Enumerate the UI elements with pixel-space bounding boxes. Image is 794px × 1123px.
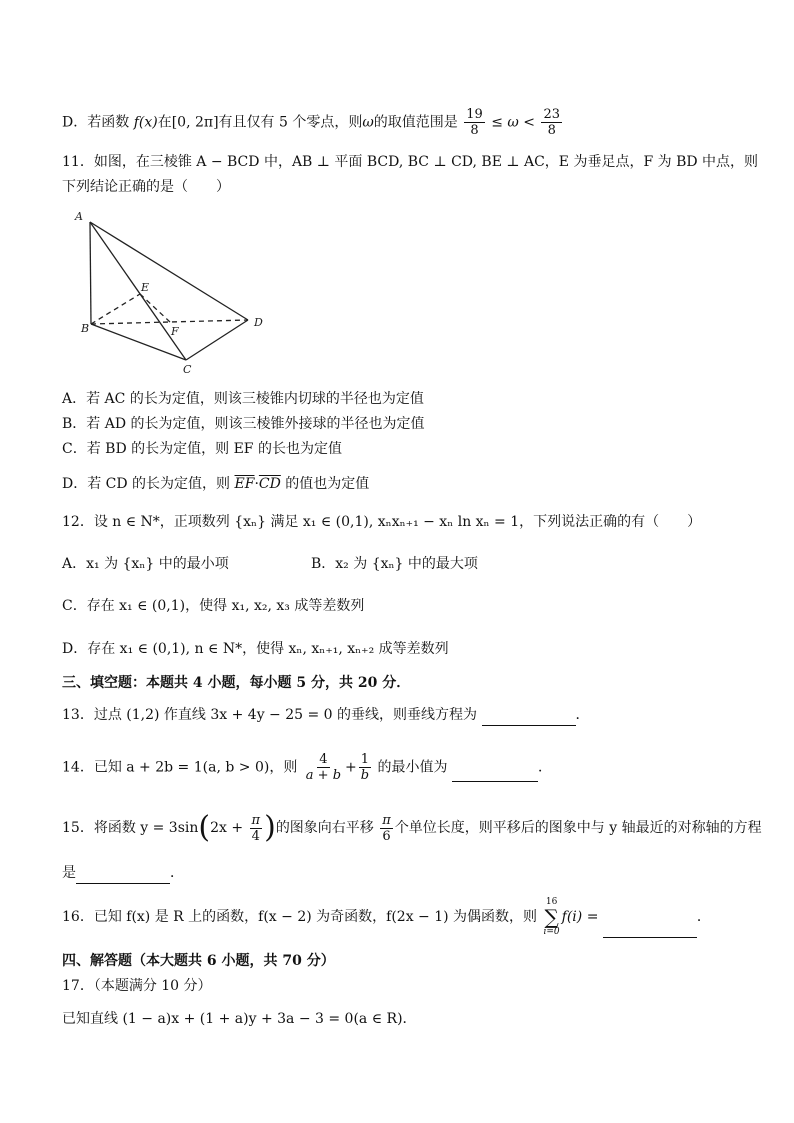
q14-answer-blank[interactable] — [452, 755, 538, 782]
label-d: D — [254, 316, 263, 329]
q14-fraction-1 — [304, 752, 343, 783]
q11-stem: 11．如图，在三棱锥 A − BCD 中，AB ⊥ 平面 BCD, BC ⊥ CD, BE ⊥ AC，E 为垂足点，F 为 BD 中点，则 — [62, 154, 759, 170]
q15-paren-right: ) — [264, 810, 276, 845]
q11-stem-2: 下列结论正确的是（ ） — [62, 179, 230, 195]
q11d-text-1: D．若 CD 的长为定值，则 — [62, 476, 231, 492]
q13-text: 13．过点 (1,2) 作直线 3x + 4y − 25 = 0 的垂线，则垂线方程为 — [62, 707, 478, 723]
q14-f1-den: a + b — [305, 768, 342, 783]
q15-pi-num: π — [251, 812, 261, 828]
q16-text-1: 16．已知 f(x) 是 R 上的函数，f(x − 2) 为奇函数，f(2x − 1) 为偶函数，则 — [62, 909, 538, 925]
q10d-interval: [0, 2π] — [171, 114, 219, 131]
q14-f2-num: 1 — [360, 752, 370, 767]
segment-ef-hidden — [140, 294, 170, 322]
q16-end: ． — [696, 909, 711, 925]
q17-text: 已知直线 (1 − a)x + (1 + a)y + 3a − 3 = 0(a ∈ R)． — [62, 1011, 417, 1027]
q15-text-3: 个单位长度，则平移后的图象中与 y 轴最近的对称轴的方程 — [394, 820, 762, 836]
q15-fraction-pi-4 — [250, 813, 263, 844]
q10d-frac2-den: 8 — [547, 123, 556, 138]
q15-text-2: 的图象向右平移 — [275, 820, 374, 836]
q15-end: ． — [170, 865, 184, 881]
q10d-relation: ≤ ω < — [491, 114, 536, 131]
q10d-text-3: 有且仅有 5 个零点，则 — [218, 114, 363, 131]
label-e: E — [141, 281, 150, 294]
q10d-fx: f(x) — [133, 114, 158, 131]
q13-answer-blank[interactable] — [482, 705, 576, 726]
q15-pi-den: 4 — [251, 828, 260, 844]
label-a: A — [75, 210, 83, 223]
q14-text-1: 14．已知 a + 2b = 1(a, b > 0)，则 — [62, 759, 298, 776]
q15-inner: 2x + — [210, 820, 244, 836]
q14-fraction-2 — [359, 752, 371, 783]
q11-option-a: A．若 AC 的长为定值，则该三棱锥内切球的半径也为定值 — [62, 391, 424, 407]
q14-f2-den: b — [360, 768, 370, 783]
edge-ab — [90, 222, 91, 324]
q16-answer-blank[interactable] — [603, 897, 697, 938]
q10d-frac1-num: 19 — [466, 107, 483, 122]
q13 — [62, 705, 590, 726]
q11-tetrahedron-figure — [70, 208, 270, 378]
q14-end: ． — [537, 759, 552, 776]
q14 — [62, 752, 552, 783]
q15-line-2 — [62, 863, 184, 884]
q11d-vector-ef: $\overline{EF}$ — [234, 476, 255, 492]
q15-fraction-shift — [380, 813, 393, 844]
q15 — [62, 808, 762, 848]
q12-option-d: D．存在 x₁ ∈ (0,1), n ∈ N*，使得 xₙ, xₙ₊₁, xₙ₊₂ 成等差数列 — [62, 641, 449, 657]
q10d-fraction-upper — [541, 107, 562, 138]
q15-shift-den: 6 — [382, 828, 391, 844]
q10d-fraction-lower — [464, 107, 485, 138]
q12-option-b: B．x₂ 为 {xₙ} 中的最大项 — [311, 556, 478, 572]
q11-option-b: B．若 AD 的长为定值，则该三棱锥外接球的半径也为定值 — [62, 416, 425, 432]
q11-option-d — [62, 474, 369, 494]
q12-option-c: C．存在 x₁ ∈ (0,1)，使得 x₁, x₂, x₃ 成等差数列 — [62, 598, 365, 614]
label-c: C — [183, 363, 192, 376]
q16-summation — [544, 897, 560, 937]
q11d-vector-cd: $\overline{CD}$ — [258, 476, 281, 492]
edge-cd — [186, 320, 248, 360]
edge-ac — [90, 222, 186, 360]
q14-plus: + — [345, 759, 357, 776]
q10d-omega: ω — [362, 114, 374, 131]
q15-text-1: 15．将函数 y = 3sin — [62, 820, 199, 836]
q17-header: 17．（本题满分 10 分） — [62, 978, 212, 994]
q16-text-2: f(i) = — [561, 909, 599, 925]
edge-ad — [90, 222, 248, 320]
label-b: B — [81, 322, 90, 335]
section-4-heading: 四、解答题（本大题共 6 小题，共 70 分） — [62, 953, 335, 969]
q11d-text-2: 的值也为定值 — [285, 476, 370, 492]
q12-option-a: A．x₁ 为 {xₙ} 中的最小项 — [62, 556, 229, 572]
q16-sum-sigma: ∑ — [544, 905, 559, 929]
q10d-text-1: 若函数 — [87, 114, 130, 131]
q11-option-c: C．若 BD 的长为定值，则 EF 的长也为定值 — [62, 441, 342, 457]
q12-stem: 12．设 n ∈ N*，正项数列 {xₙ} 满足 x₁ ∈ (0,1), xₙxₙ₊₁ − xₙ ln xₙ = 1，下列说法正确的有（ ） — [62, 514, 702, 530]
q11d-dot: · — [254, 476, 259, 492]
q10d-frac2-num: 23 — [543, 107, 561, 122]
q16 — [62, 897, 711, 938]
q14-text-2: 的最小值为 — [377, 759, 448, 776]
q15-paren-left: ( — [198, 810, 211, 845]
q14-f1-num: 4 — [319, 752, 328, 767]
q13-end: ． — [575, 707, 590, 723]
q16-sum-top: 16 — [545, 897, 558, 907]
q10d-text-2: 在 — [157, 114, 172, 131]
label-f: F — [171, 325, 179, 338]
segment-be-hidden — [91, 294, 140, 324]
q10d-label: D． — [62, 114, 88, 131]
q10d-text-4: 的取值范围是 — [373, 114, 458, 131]
q10d-frac1-den: 8 — [470, 123, 479, 138]
q15-answer-blank[interactable] — [76, 863, 170, 884]
q15-shift-num: π — [382, 812, 391, 828]
section-3-heading: 三、填空题：本题共 4 小题，每小题 5 分，共 20 分． — [62, 675, 411, 691]
q15-line2-text: 是 — [62, 865, 76, 881]
q10-option-d — [62, 107, 564, 138]
q16-sum-bottom: i=0 — [543, 927, 560, 937]
